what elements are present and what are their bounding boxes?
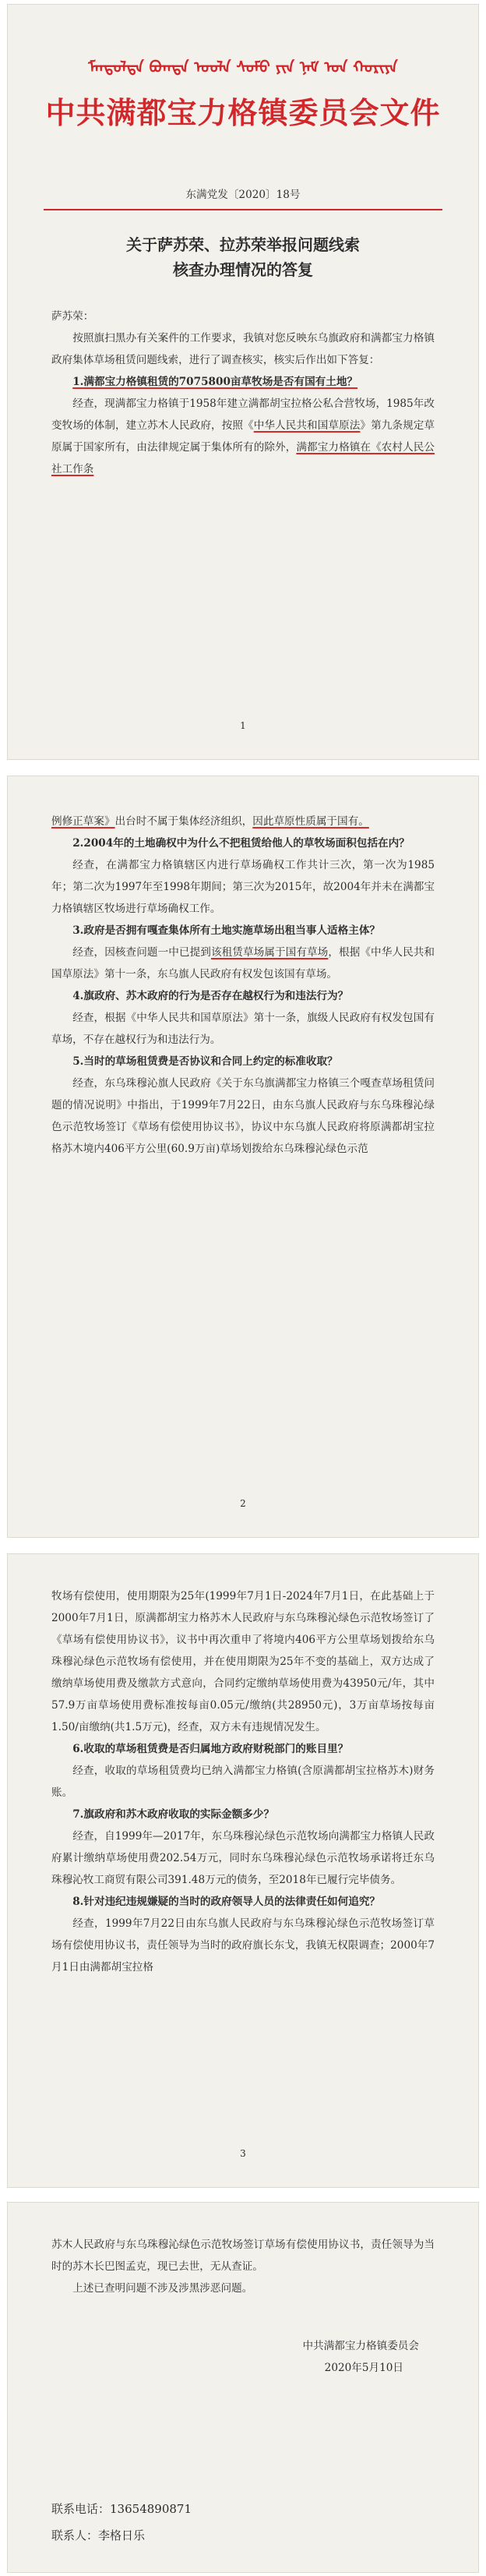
answer-6: 经查，收取的草场租赁费均已纳入满都宝力格镇(含原满都胡宝拉格苏木)财务账。 [51, 1765, 435, 1799]
answer-3-text-a: 经查，因核查问题一中已提到 [72, 946, 211, 959]
intro-paragraph: 按照旗扫黑办有关案件的工作要求，我镇对您反映东乌旗政府和满都宝力格镇政府集体草场租赁问题线索，进行了调查核实，核实后作出如下答复： [51, 332, 435, 366]
question-3: 3.政府是否拥有嘎查集体所有土地实施草场出租当事人适格主体？ [72, 924, 381, 937]
page-number: 3 [240, 2148, 246, 2159]
answer-2: 经查，在满都宝力格镇辖区内进行草场确权工作共计三次，第一次为1985年；第二次为1997年至1998年期间；第三次为2015年，故2004年并未在满都宝力格镇辖区牧场进行草场确权工作。 [51, 859, 435, 915]
contact-phone: 13654890871 [110, 2502, 192, 2516]
question-6: 6.收取的草场租赁费是否归属地方政府财税部门的账目里？ [72, 1743, 349, 1755]
continued-underline-a: 例修正草案》 [51, 815, 115, 828]
answer-8-continued: 苏木人民政府与东乌珠穆沁绿色示范牧场签订草场有偿使用协议书，责任领导为当时的苏木长巴图孟克，现已去世，无从查证。 [51, 2239, 435, 2273]
question-2: 2.2004年的土地确权中为什么不把租赁给他人的草牧场面积包括在内？ [72, 837, 410, 850]
continued-text: 出台时不属于集体经济组织， [114, 815, 253, 828]
answer-4: 经查，根据《中华人民共和国草原法》第十一条，旗级人民政府有权发包国有草场，不存在越权行为和违法行为。 [51, 1012, 435, 1046]
question-5: 5.当时的草场租赁费是否协议和合同上约定的标准收取？ [72, 1055, 338, 1068]
mongolian-header: ᠮᠠᠨᠳᠤᠯᠲᠠ ᠪᠣᠭᠳᠠ ᠤᠤᠯᠠ ᠰᠤᠮᠤ ᠶᠢᠨ ᠨᠠᠮ ᠤᠨ ᠬᠣᠷᠢᠶᠠ [88, 58, 398, 76]
page-3-body [51, 1585, 435, 1978]
page-number: 1 [240, 720, 246, 731]
title-line-2: 核查办理情况的答复 [173, 260, 313, 279]
continued-underline-b: 因此草原性质属于国有。 [252, 815, 369, 828]
contact-person: 李格日乐 [98, 2528, 146, 2542]
page-4-body [51, 2234, 435, 2379]
title-line-1: 关于萨苏荣、拉苏荣举报问题线索 [126, 235, 360, 254]
document-header-title: 中共满都宝力格镇委员会文件 [45, 95, 441, 130]
answer-3-underline: 该租赁草场属于国有草场 [210, 946, 329, 959]
answer-1 [51, 393, 435, 480]
answer-1-text-b: 》第九条规定草原属于国家所有，由法律规定属于集体所有的除外， [51, 419, 435, 454]
page-2-body [51, 811, 435, 1160]
signing-date: 2020年5月10日 [324, 2362, 403, 2374]
closing-statement: 上述已查明问题不涉及涉黑涉恶问题。 [72, 2282, 253, 2295]
answer-3-text-b: ，根据《中华人民共和国草原法》第十一条，东乌旗人民政府有权发包该国有草场。 [51, 946, 435, 981]
answer-8: 经查，1999年7月22日由东乌旗人民政府与东乌珠穆沁绿色示范牧场签订草场有偿使用协议书，责任领导为当时的政府旗长东戈，我镇无权限调查；2000年7月1日由满都胡宝拉格 [51, 1917, 435, 1974]
document-title [55, 232, 431, 282]
question-1: 1.满都宝力格镇租赁的7075800亩草牧场是否有国有土地？ [72, 376, 358, 388]
document-page-2 [8, 776, 478, 1537]
answer-1-text-a: 经查，现满都宝力格镇于1958年建立满都胡宝拉格公私合营牧场，1985年改变牧场的体制，建立苏木人民政府，按照《 [51, 398, 435, 432]
page-1-body [51, 306, 435, 480]
question-8: 8.针对违纪违规嫌疑的当时的政府领导人员的法律责任如何追究？ [72, 1896, 381, 1908]
salutation: 萨苏荣： [51, 310, 94, 323]
document-number: 东满党发〔2020〕18号 [185, 189, 301, 201]
question-4: 4.旗政府、苏木政府的行为是否存在越权行为和违法行为？ [72, 990, 349, 1002]
answer-3 [51, 942, 435, 985]
answer-7: 经查，自1999年—2017年，东乌珠穆沁绿色示范牧场向满都宝力格镇人民政府累计缴纳草场使用费202.54万元，同时东乌珠穆沁绿色示范牧场承诺将迁东乌珠穆沁牧工商贸有限公司391.48万元的债务，至2018年已履行完毕债务。 [51, 1830, 435, 1886]
contact-phone-line [51, 2499, 192, 2519]
question-7: 7.旗政府和苏木政府收取的实际金额多少？ [72, 1808, 275, 1821]
answer-1-underline-a: 中华人民共和国草原法 [253, 419, 361, 432]
page-number: 2 [240, 1498, 246, 1509]
contact-phone-label: 联系电话： [51, 2502, 111, 2516]
document-page-3 [8, 1554, 478, 2187]
red-divider-line [44, 209, 442, 210]
document-page-1 [8, 5, 478, 759]
answer-5: 经查，东乌珠穆沁旗人民政府《关于东乌旗满都宝力格镇三个嘎查草场租赁问题的情况说明》中指出，于1999年7月22日，由东乌旗人民政府与东乌珠穆沁绿色示范牧场签订《草场有偿使用协议书》，协议中东乌旗人民政府将原满都胡宝拉格苏木境内406平方公里(60.9万亩)草场划拨给东乌珠穆沁绿色示范 [51, 1077, 435, 1155]
contact-person-label: 联系人： [51, 2528, 99, 2542]
answer-1-continued [51, 811, 435, 832]
contact-person-line [51, 2525, 145, 2546]
signing-organization: 中共满都宝力格镇委员会 [302, 2340, 419, 2352]
document-page-4 [8, 2203, 478, 2572]
answer-5-continued: 牧场有偿使用，使用期限为25年(1999年7月1日-2024年7月1日，在此基础上于2000年7月1日，原满都胡宝力格苏木人民政府与东乌珠穆沁绿色示范牧场签订了《草场有偿使用协议书》，议书中再次重申了将境内406平方公里草场划拨给东乌珠穆沁绿色示范牧场有偿使用，并在使用期限为25年不变的基础上，双方达成了缴纳草场使用费及缴款方式意向，合同约定缴纳草场使用费为43950元/年，其中57.9万亩草场使用费标准按每亩0.05元/缴纳(共28950元)，3万亩草场按每亩1.50/亩缴纳(共1.5万元)，经查，双方未有违规情况发生。 [51, 1590, 435, 1733]
answer-1-underline-b: 满都宝力格镇在《农村人民公社工作条 [51, 441, 435, 475]
